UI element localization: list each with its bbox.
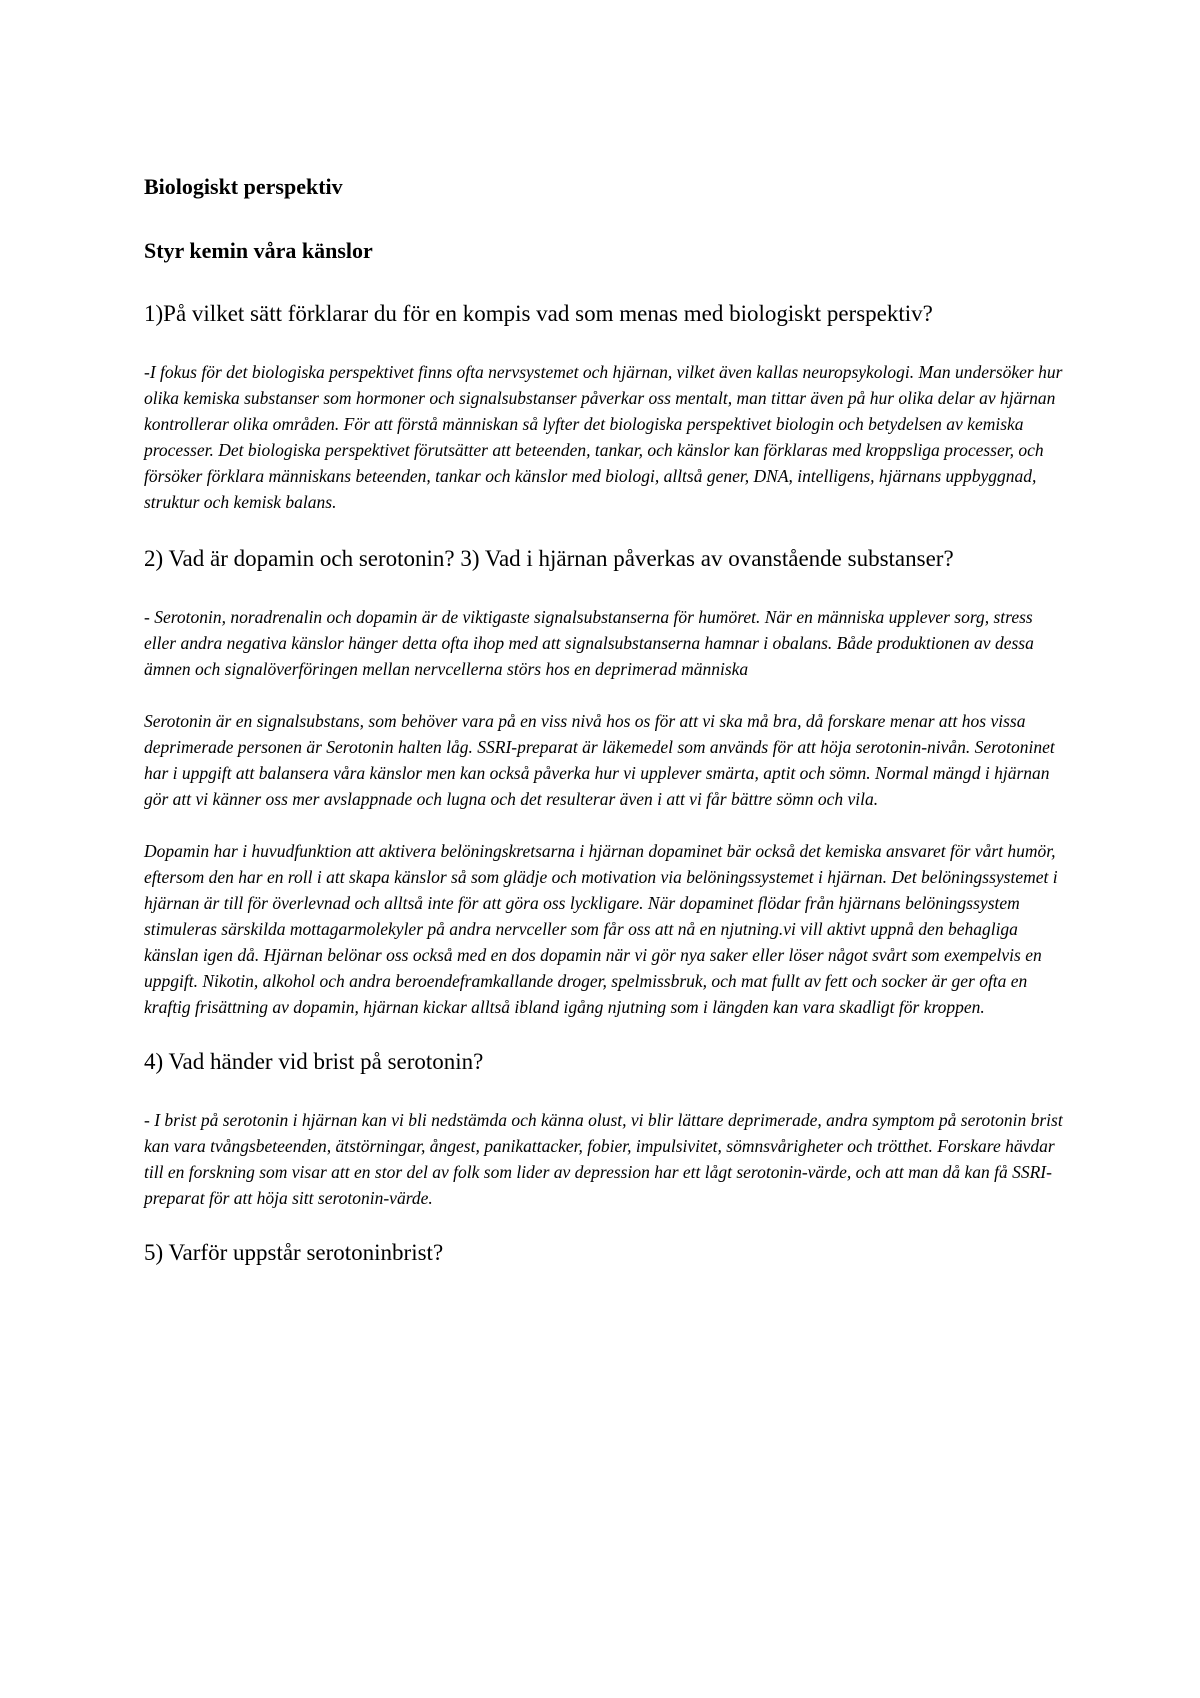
document-title: Biologiskt perspektiv — [144, 174, 343, 199]
question-1: 1)På vilket sätt förklarar du för en kompis vad som menas med biologiskt perspektiv? — [144, 301, 933, 326]
answer-2-paragraph-1: - Serotonin, noradrenalin och dopamin är de viktigaste signalsubstanserna för humöret. När en människa upplever sorg, stress eller andra negativa känslor hänger detta ofta ihop med att signalsubstanserna hamnar i obalans. Både produktionen av dessa ämnen och signalöverföringen mellan nervcellerna störs hos en deprimerad människa — [144, 607, 1034, 679]
question-4: 4) Vad händer vid brist på serotonin? — [144, 1049, 484, 1074]
answer-2-paragraph-3: Dopamin har i huvudfunktion att aktivera belöningskretsarna i hjärnan dopaminet bär också det kemiska ansvaret för vårt humör, eftersom den har en roll i att skapa känslor så som glädje och motivation via belöningssystemet i hjärnan. Det belöningssystemet i hjärnan är till för överlevnad och alltså inte för att göra oss lyckligare. När dopaminet flödar från hjärnans belöningssystem stimuleras särskilda mottagarmolekyler på andra nervceller som får oss att nå en njutning.vi vill aktivt uppnå den behagliga känslan igen då. Hjärnan belönar oss också med en dos dopamin när vi gör nya saker eller löser något svårt som exempelvis en uppgift. Nikotin, alkohol och andra beroendeframkallande droger, spelmissbruk, och mat fullt av fett och socker är ger ofta en kraftig frisättning av dopamin, hjärnan kickar alltså ibland igång njutning som i längden kan vara skadligt för kroppen. — [144, 841, 1058, 1017]
answer-1: -I fokus för det biologiska perspektivet finns ofta nervsystemet och hjärnan, vilket även kallas neuropsykologi. Man undersöker hur olika kemiska substanser som hormoner och signalsubstanser påverkar oss mentalt, man tittar även på hur olika delar av hjärnan kontrollerar olika områden. För att förstå människan så lyfter det biologiska perspektivet biologin och betydelsen av kemiska processer. Det biologiska perspektivet förutsätter att beteenden, tankar, och känslor kan förklaras med kroppsliga processer, och försöker förklara människans beteenden, tankar och känslor med biologi, alltså gener, DNA, intelligens, hjärnans uppbyggnad, struktur och kemisk balans. — [144, 362, 1063, 512]
answer-2-paragraph-2: Serotonin är en signalsubstans, som behöver vara på en viss nivå hos os för att vi ska må bra, då forskare menar att hos vissa deprimerade personen är Serotonin halten låg. SSRI-preparat är läkemedel som används för att höja serotonin-nivån. Serotoninet har i uppgift att balansera våra känslor men kan också påverka hur vi upplever smärta, aptit och sömn. Normal mängd i hjärnan gör att vi känner oss mer avslappnade och lugna och det resulterar även i att vi får bättre sömn och vila. — [144, 711, 1055, 809]
document-body — [144, 172, 1064, 1298]
question-5: 5) Varför uppstår serotoninbrist? — [144, 1240, 444, 1265]
question-2-3: 2) Vad är dopamin och serotonin? 3) Vad i hjärnan påverkas av ovanstående substanser? — [144, 546, 954, 571]
answer-4: - I brist på serotonin i hjärnan kan vi bli nedstämda och känna olust, vi blir lättare deprimerade, andra symptom på serotonin brist kan vara tvångsbeteenden, ätstörningar, ångest, panikattacker, fobier, impulsivitet, sömnsvårigheter och trötthet. Forskare hävdar till en forskning som visar att en stor del av folk som lider av depression har ett lågt serotonin-värde, och att man då kan få SSRI-preparat för att höja sitt serotonin-värde. — [144, 1110, 1063, 1208]
document-subtitle: Styr kemin våra känslor — [144, 238, 373, 263]
